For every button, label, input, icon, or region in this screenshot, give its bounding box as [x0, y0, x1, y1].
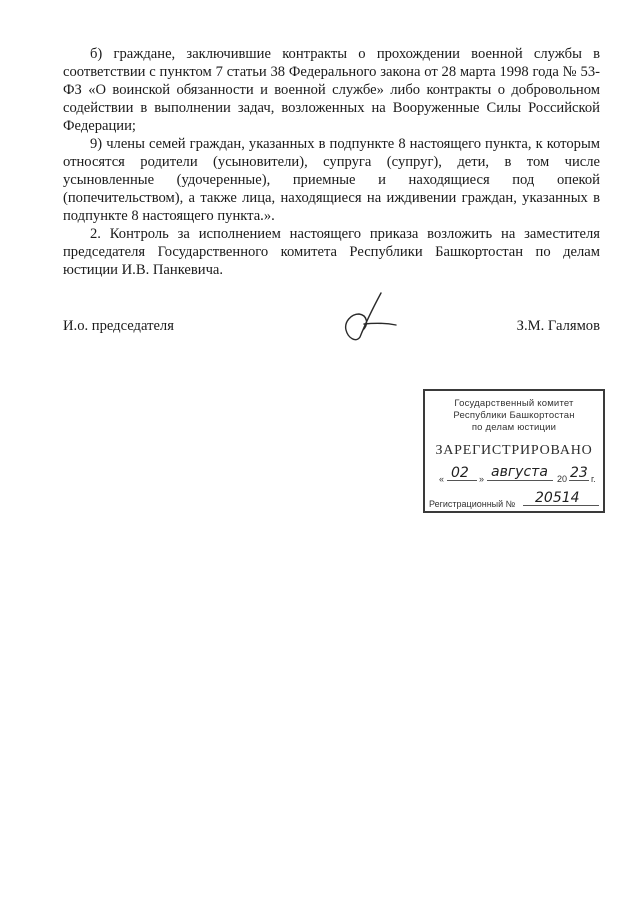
stamp-day: 02	[451, 465, 469, 481]
stamp-reg-number: 20514	[535, 490, 580, 506]
stamp-day-underline	[447, 480, 477, 481]
stamp-date-line	[439, 464, 599, 486]
stamp-reg-number-underline	[523, 505, 599, 506]
stamp-year-unit: г.	[591, 474, 596, 484]
stamp-close-quote: »	[479, 474, 485, 484]
signature-block	[63, 317, 600, 339]
stamp-org-line: по делам юстиции	[471, 422, 557, 433]
stamp-open-quote: «	[439, 474, 445, 484]
stamp-month-underline	[487, 480, 553, 481]
stamp-reg-label: Регистрационный №	[429, 499, 516, 509]
handwritten-signature	[340, 290, 400, 350]
stamp-org-line: Республики Башкортостан	[453, 410, 575, 421]
stamp-month: августа	[491, 464, 548, 480]
stamp-registered-label: ЗАРЕГИСТРИРОВАНО	[435, 443, 593, 458]
stamp-year-prefix: 20	[557, 474, 568, 484]
document-body	[63, 45, 600, 279]
signer-name: З.М. Галямов	[516, 318, 600, 334]
stamp-year-underline	[569, 480, 589, 481]
stamp-org-line: Государственный комитет	[454, 398, 574, 409]
paragraph-b: б) граждане, заключившие контракты о прохождении военной службы в соответствии с пунктом 7 статьи 38 Федерального закона от 28 марта 1998 года № 53-ФЗ «О воинской обязанности и военной службе» либо контракты о добровольном содействии в выполнении задач, возложенных на Вооруженные Силы Российской Федерации;	[63, 46, 600, 134]
registration-stamp	[423, 389, 605, 513]
stamp-number-line	[429, 489, 603, 509]
stamp-year-suffix: 23	[570, 465, 588, 481]
paragraph-2: 2. Контроль за исполнением настоящего приказа возложить на заместителя председателя Государственного комитета Республики Башкортостан по делам юстиции И.В. Панкевича.	[63, 226, 600, 278]
stamp-organization	[425, 398, 603, 434]
paragraph-9: 9) члены семей граждан, указанных в подпункте 8 настоящего пункта, к которым относятся родители (усыновители), супруга (супруг), дети, в том числе усыновленные (удочеренные), приемные и находящиеся под опекой (попечительством), а также лица, находящиеся на иждивении граждан, указанных в подпункте 8 настоящего пункта.».	[63, 136, 600, 224]
signer-title: И.о. председателя	[63, 318, 174, 334]
